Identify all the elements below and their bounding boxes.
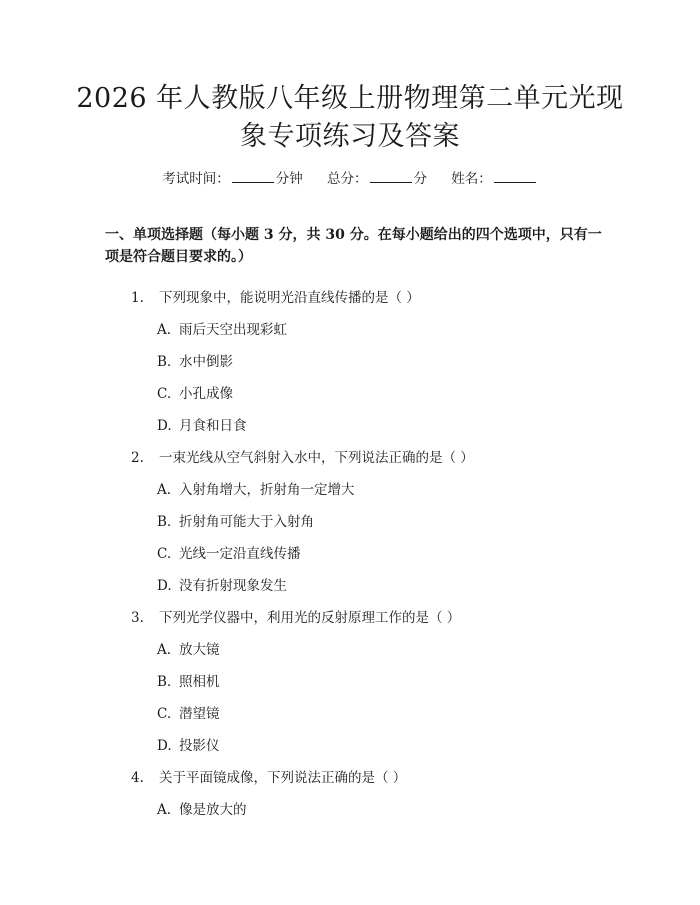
option-1b [157, 350, 233, 370]
option-1d [157, 414, 247, 434]
option-text: 雨后天空出现彩虹 [179, 322, 287, 338]
option-3b [157, 670, 220, 690]
option-1a [157, 318, 287, 338]
page-title [60, 80, 640, 156]
exam-time-label: 考试时间： [162, 171, 230, 187]
option-3c [157, 702, 220, 722]
option-2a [157, 478, 355, 498]
option-text: 折射角可能大于入射角 [179, 514, 314, 530]
option-2b [157, 510, 314, 530]
total-score-label: 总分： [327, 171, 368, 187]
question-4 [131, 766, 406, 786]
option-text: 小孔成像 [179, 386, 233, 402]
total-score-field [327, 167, 427, 187]
option-letter: D. [157, 418, 172, 434]
question-number: 2. [131, 450, 144, 466]
section-heading: 一、单项选择题（每小题 3 分，共 30 分。在每小题给出的四个选项中，只有一项是符合题目要求的。） [105, 227, 602, 265]
option-text: 没有折射现象发生 [179, 578, 287, 594]
page-title-line-2: 象专项练习及答案 [240, 121, 460, 152]
option-text: 月食和日食 [179, 418, 247, 434]
page-title-line-1: 2026 年人教版八年级上册物理第二单元光现 [76, 83, 624, 114]
question-stem: 下列光学仪器中，利用光的反射原理工作的是（ ） [159, 610, 461, 626]
option-letter: D. [157, 738, 172, 754]
question-stem: 关于平面镜成像，下列说法正确的是（ ） [159, 770, 407, 786]
student-name-field [451, 167, 538, 187]
option-letter: A. [157, 642, 172, 658]
option-letter: D. [157, 578, 172, 594]
option-text: 入射角增大，折射角一定增大 [179, 482, 355, 498]
exam-time-field [162, 167, 303, 187]
option-3d [157, 734, 220, 754]
question-number: 4. [131, 770, 144, 786]
exam-meta-row [0, 167, 700, 187]
question-1 [131, 286, 420, 306]
question-stem: 下列现象中，能说明光沿直线传播的是（ ） [159, 290, 420, 306]
option-letter: B. [157, 354, 172, 370]
option-2d [157, 574, 287, 594]
option-3a [157, 638, 220, 658]
option-text: 水中倒影 [179, 354, 233, 370]
option-letter: B. [157, 514, 172, 530]
option-letter: C. [157, 386, 172, 402]
student-name-blank [494, 170, 536, 183]
option-letter: A. [157, 482, 172, 498]
option-text: 潜望镜 [179, 706, 220, 722]
student-name-label: 姓名： [451, 171, 492, 187]
option-letter: C. [157, 706, 172, 722]
option-letter: B. [157, 674, 172, 690]
total-score-unit: 分 [413, 171, 427, 187]
option-text: 放大镜 [179, 642, 220, 658]
option-text: 光线一定沿直线传播 [179, 546, 301, 562]
exam-time-unit: 分钟 [275, 171, 303, 187]
question-number: 1. [131, 290, 144, 306]
question-number: 3. [131, 610, 144, 626]
question-2 [131, 446, 474, 466]
option-2c [157, 542, 301, 562]
exam-time-blank [232, 170, 274, 183]
option-letter: A. [157, 322, 172, 338]
question-3 [131, 606, 460, 626]
option-text: 像是放大的 [179, 802, 247, 818]
option-letter: C. [157, 546, 172, 562]
option-4a [157, 798, 247, 818]
question-stem: 一束光线从空气斜射入水中，下列说法正确的是（ ） [159, 450, 474, 466]
option-letter: A. [157, 802, 172, 818]
option-text: 照相机 [179, 674, 220, 690]
total-score-blank [370, 170, 412, 183]
option-1c [157, 382, 233, 402]
option-text: 投影仪 [179, 738, 220, 754]
